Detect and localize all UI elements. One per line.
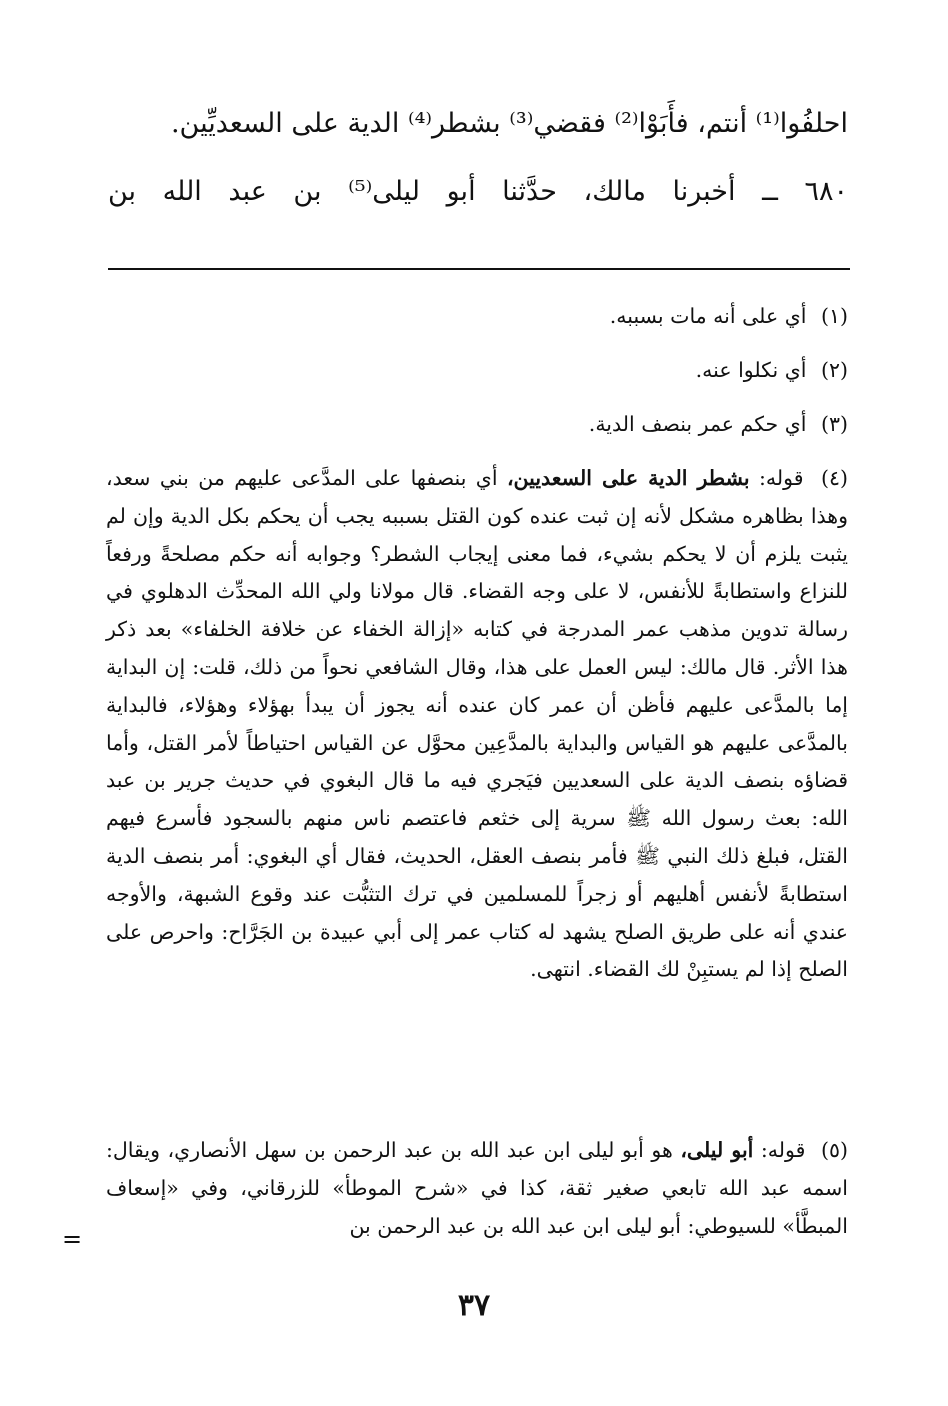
footnote-marker: (٤)	[820, 466, 848, 490]
footnote-quoted-phrase: أبو ليلى،	[680, 1138, 754, 1162]
footnote-marker: (٢)	[820, 358, 848, 382]
page-number: ٣٧	[457, 1288, 491, 1323]
footnote-separator	[108, 268, 850, 270]
footnote-5	[106, 1132, 848, 1245]
footnote-text: أي حكم عمر بنصف الدية.	[588, 412, 807, 436]
footnote-2	[106, 352, 848, 390]
footnote-text: أي نكلوا عنه.	[695, 358, 807, 382]
continuation-mark: =	[62, 1225, 83, 1253]
footnote-3	[106, 406, 848, 444]
footnote-marker: (٥)	[820, 1138, 848, 1162]
footnote-text: أي بنصفها على المدَّعى عليهم من بني سعد، وهذا بظاهره مشكل لأنه إن ثبت عنده كون القتل بسببه يجب أن يحكم بكل الدية وإن لم يثبت يلزم أن لا يحكم بشيء، فما معنى إيجاب الشطر؟ وجوابه أنه حكم مصلحةً ورفعاً للنزاع واستطابةً للأنفس، لا على وجه القضاء. قال مولانا ولي الله المحدِّث الدهلوي في رسالة تدوين مذهب عمر المدرجة في كتابه «إزالة الخفاء عن خلافة الخلفاء» بعد ذكر هذا الأثر. قال مالك: ليس العمل على هذا، وقال الشافعي نحواً من ذلك، قلت: إن البداية إما بالمدَّعى عليهم فأظن أن عمر كان عنده أنه يجوز أن يبدأ بهؤلاء وهؤلاء، فالبداية بالمدَّعى عليهم هو القياس والبداية بالمدَّعِين محوَّل عن القياس احتياطاً لأمر القتل، وأما قضاؤه بنصف الدية على السعديين فيَجري فيه ما قال البغوي في حديث جرير بن عبد الله: بعث رسول الله ﷺ سرية إلى خثعم فاعتصم ناس منهم بالسجود فأسرع فيهم القتل، فبلغ ذلك النبي ﷺ فأمر بنصف العقل، الحديث، فقال أي البغوي: أمر بنصف الدية استطابةً لأنفس أهليهم أو زجراً للمسلمين في ترك التثبُّت عند وقوع الشبهة، والأوجه عندي أنه على طريق الصلح يشهد له كتاب عمر إلى أبي عبيدة بن الجَرَّاح: واحرص على الصلح إذا لم يستبِنْ لك القضاء. انتهى.	[106, 466, 848, 982]
footnote-lead: قوله:	[759, 466, 804, 490]
footnote-marker: (١)	[820, 304, 848, 328]
footnote-marker: (٣)	[820, 412, 848, 436]
footnote-text: هو أبو ليلى ابن عبد الله بن عبد الرحمن بن سهل الأنصاري، ويقال: اسمه عبد الله تابعي صغير ثقة، كذا في «شرح الموطأ» للزرقاني، وفي «إسعاف المبطَّأ» للسيوطي: أبو ليلى ابن عبد الله بن عبد الرحمن بن	[106, 1138, 848, 1238]
main-text-line-2: ٦٨٠ ــ أخبرنا مالك، حدَّثنا أبو ليلى⁽⁵⁾ بن عبد الله بن	[108, 176, 849, 207]
footnote-4	[106, 460, 848, 989]
main-text-line-1: احلفُوا⁽¹⁾ أنتم، فأَبَوْا⁽²⁾ فقضي⁽³⁾ بشطر⁽⁴⁾ الدية على السعديِّين.	[170, 108, 848, 139]
footnote-lead: قوله:	[760, 1138, 806, 1162]
footnote-1	[106, 298, 848, 336]
footnote-quoted-phrase: بشطر الدية على السعديين،	[506, 466, 750, 490]
footnote-text: أي على أنه مات بسببه.	[609, 304, 807, 328]
